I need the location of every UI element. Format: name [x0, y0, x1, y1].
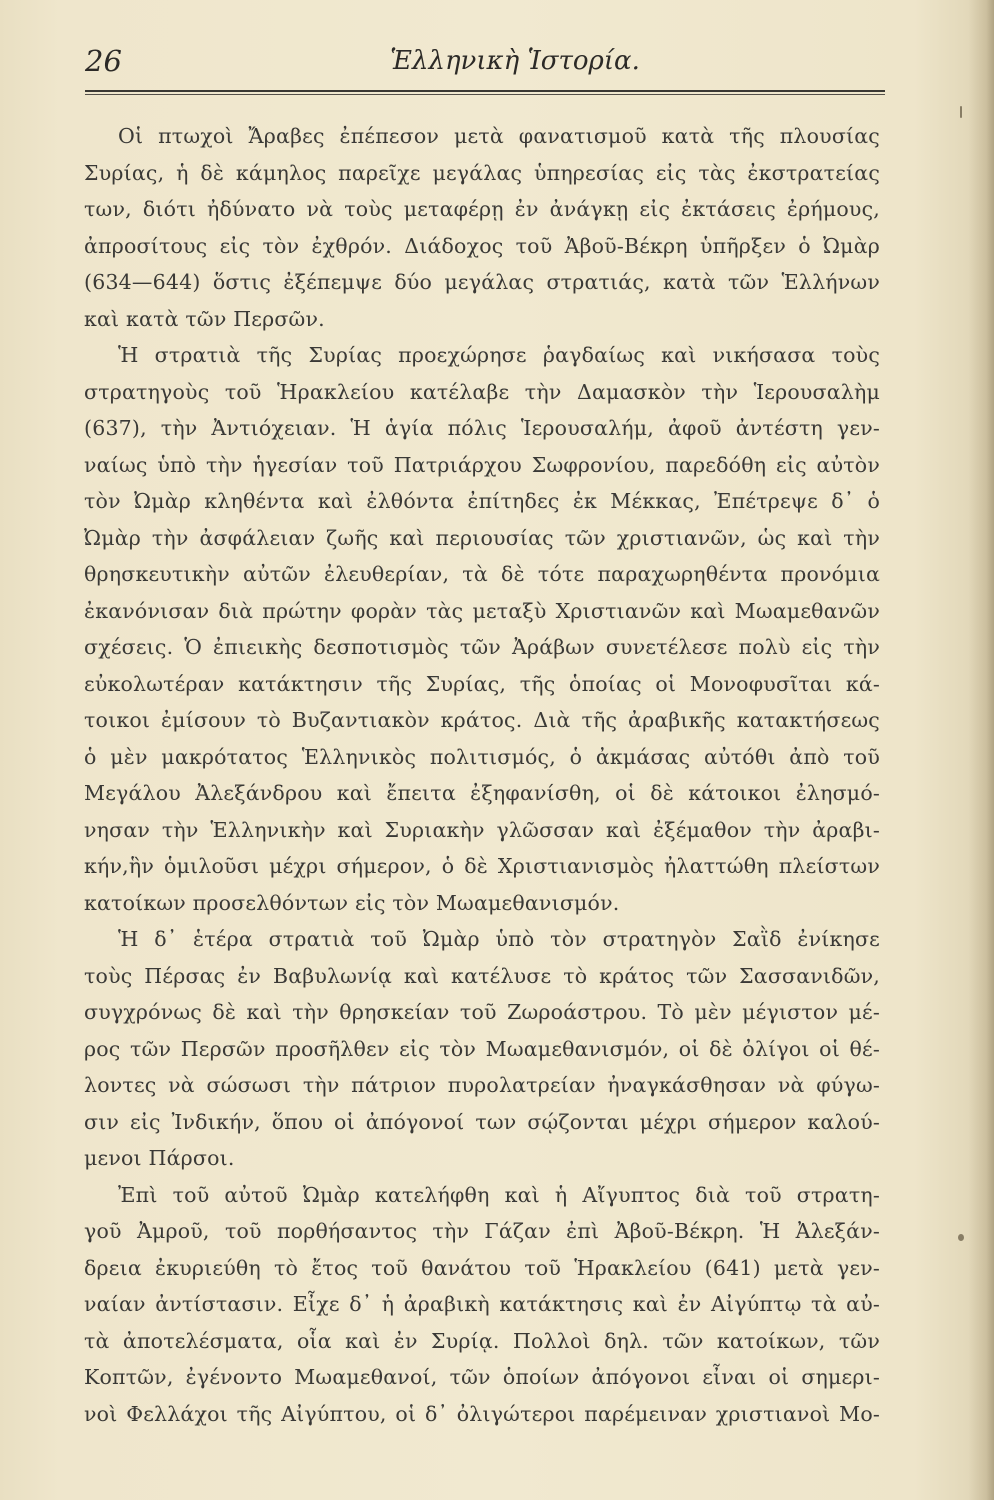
text-line: Ἡ δ᾽ ἑτέρα στρατιὰ τοῦ Ὠμὰρ ὑπὸ τὸν στρατηγὸν Σαῒδ ἐνίκησε — [118, 927, 880, 951]
text-line: (634—644) ὅστις ἐξέπεμψε δύο μεγάλας στρατιάς, κατὰ τῶν Ἑλλήνων — [84, 270, 880, 294]
text-line: ναίως ὑπὸ τὴν ἡγεσίαν τοῦ Πατριάρχου Σωφρονίου, παρεδόθη εἰς αὐτὸν — [84, 452, 880, 477]
text-line: σχέσεις. Ὁ ἐπιεικὴς δεσποτισμὸς τῶν Ἀράβων συνετέλεσε πολὺ εἰς τὴν — [84, 635, 880, 659]
text-line: εὐκολωτέραν κατάκτησιν τῆς Συρίας, τῆς ὁποίας οἱ Μονοφυσῖται κά- — [84, 671, 880, 696]
text-line: ρος τῶν Περσῶν προσῆλθεν εἰς τὸν Μωαμεθανισμόν, οἱ δὲ ὀλίγοι οἱ θέ- — [84, 1036, 880, 1061]
text-line: τοὺς Πέρσας ἐν Βαβυλωνίᾳ καὶ κατέλυσε τὸ κράτος τῶν Σασσανιδῶν, — [84, 963, 880, 988]
text-line: ἀπροσίτους εἰς τὸν ἐχθρόν. Διάδοχος τοῦ Ἀβοῦ-Βέκρη ὑπῆρξεν ὁ Ὠμὰρ — [84, 233, 880, 258]
text-line: Ὠμὰρ τὴν ἀσφάλειαν ζωῆς καὶ περιουσίας τῶν χριστιανῶν, ὡς καὶ τὴν — [84, 525, 880, 550]
text-line: καὶ κατὰ τῶν Περσῶν. — [84, 306, 325, 331]
text-line: κήν,ἣν ὁμιλοῦσι μέχρι σήμερον, ὁ δὲ Χριστιανισμὸς ἠλαττώθη πλείστων — [84, 854, 880, 878]
running-title: Ἑλληνικὴ Ἱστορία. — [390, 46, 640, 76]
page-number: 26 — [85, 44, 122, 78]
text-line: (637), τὴν Ἀντιόχειαν. Ἡ ἁγία πόλις Ἱερουσαλήμ, ἀφοῦ ἀντέστη γεν- — [84, 416, 880, 440]
ink-speck — [958, 1234, 964, 1241]
text-line: κατοίκων προσελθόντων εἰς τὸν Μωαμεθανισμόν. — [84, 890, 620, 915]
text-line: τὰ ἀποτελέσματα, οἷα καὶ ἐν Συρίᾳ. Πολλοὶ δηλ. τῶν κατοίκων, τῶν — [84, 1328, 880, 1353]
text-line: τὸν Ὠμὰρ κληθέντα καὶ ἐλθόντα ἐπίτηδες ἐκ Μέκκας, Ἐπέτρεψε δ᾽ ὁ — [84, 489, 880, 513]
text-line: των, διότι ἠδύνατο νὰ τοὺς μεταφέρῃ ἐν ἀνάγκῃ εἰς ἐκτάσεις ἐρήμους, — [84, 197, 880, 221]
text-line: Συρίας, ἡ δὲ κάμηλος παρεῖχε μεγάλας ὑπηρεσίας εἰς τὰς ἐκστρατείας — [84, 160, 880, 185]
text-line: Μεγάλου Ἀλεξάνδρου καὶ ἔπειτα ἐξηφανίσθη, οἱ δὲ κάτοικοι ἐλησμό- — [84, 781, 880, 805]
text-line: λοντες νὰ σώσωσι τὴν πάτριον πυρολατρείαν ἠναγκάσθησαν νὰ φύγω- — [84, 1073, 880, 1097]
text-line: Ἡ στρατιὰ τῆς Συρίας προεχώρησε ῥαγδαίως καὶ νικήσασα τοὺς — [118, 343, 880, 367]
text-line: δρεια ἐκυριεύθη τὸ ἔτος τοῦ θανάτου τοῦ Ἡρακλείου (641) μετὰ γεν- — [84, 1255, 880, 1280]
text-line: γοῦ Ἀμροῦ, τοῦ πορθήσαντος τὴν Γάζαν ἐπὶ Ἀβοῦ-Βέκρη. Ἡ Ἀλεξάν- — [84, 1219, 880, 1243]
text-line: νησαν τὴν Ἑλληνικὴν καὶ Συριακὴν γλῶσσαν καὶ ἐξέμαθον τὴν ἀραβι- — [84, 817, 880, 842]
text-line: μενοι Πάρσοι. — [84, 1146, 235, 1170]
text-line: στρατηγοὺς τοῦ Ἡρακλείου κατέλαβε τὴν Δαμασκὸν τὴν Ἱερουσαλὴμ — [84, 379, 880, 404]
page-header — [85, 44, 885, 84]
page-edge-shadow — [968, 0, 994, 1500]
text-line: Κοπτῶν, ἐγένοντο Μωαμεθανοί, τῶν ὁποίων ἀπόγονοι εἶναι οἱ σημερι- — [84, 1365, 880, 1389]
text-line: τοικοι ἐμίσουν τὸ Βυζαντιακὸν κράτος. Διὰ τῆς ἀραβικῆς κατακτήσεως — [84, 708, 880, 732]
text-line: συγχρόνως δὲ καὶ τὴν θρησκείαν τοῦ Ζωροάστρου. Τὸ μὲν μέγιστον μέ- — [84, 1000, 880, 1024]
text-line: ναίαν ἀντίστασιν. Εἶχε δ᾽ ἡ ἀραβικὴ κατάκτησις καὶ ἐν Αἰγύπτῳ τὰ αὐ- — [84, 1292, 880, 1316]
ink-speck — [960, 106, 962, 118]
text-line: σιν εἰς Ἰνδικήν, ὅπου οἱ ἀπόγονοί των σῴζονται μέχρι σήμερον καλού- — [84, 1109, 880, 1134]
text-line: Οἱ πτωχοὶ Ἄραβες ἐπέπεσον μετὰ φανατισμοῦ κατὰ τῆς πλουσίας — [118, 124, 880, 148]
text-line: νοὶ Φελλάχοι τῆς Αἰγύπτου, οἱ δ᾽ ὀλιγώτεροι παρέμειναν χριστιανοὶ Μο- — [84, 1401, 880, 1426]
body-text — [84, 118, 880, 1432]
text-line: Ἐπὶ τοῦ αὐτοῦ Ὠμὰρ κατελήφθη καὶ ἡ Αἴγυπτος διὰ τοῦ στρατη- — [118, 1182, 880, 1207]
header-rule-thin — [85, 94, 885, 95]
header-rule — [85, 90, 885, 92]
text-line: ἐκανόνισαν διὰ πρώτην φορὰν τὰς μεταξὺ Χριστιανῶν καὶ Μωαμεθανῶν — [84, 598, 880, 623]
text-line: ὁ μὲν μακρότατος Ἑλληνικὸς πολιτισμός, ὁ ἀκμάσας αὐτόθι ἀπὸ τοῦ — [84, 744, 880, 769]
text-line: θρησκευτικὴν αὐτῶν ἐλευθερίαν, τὰ δὲ τότε παραχωρηθέντα προνόμια — [84, 562, 880, 586]
